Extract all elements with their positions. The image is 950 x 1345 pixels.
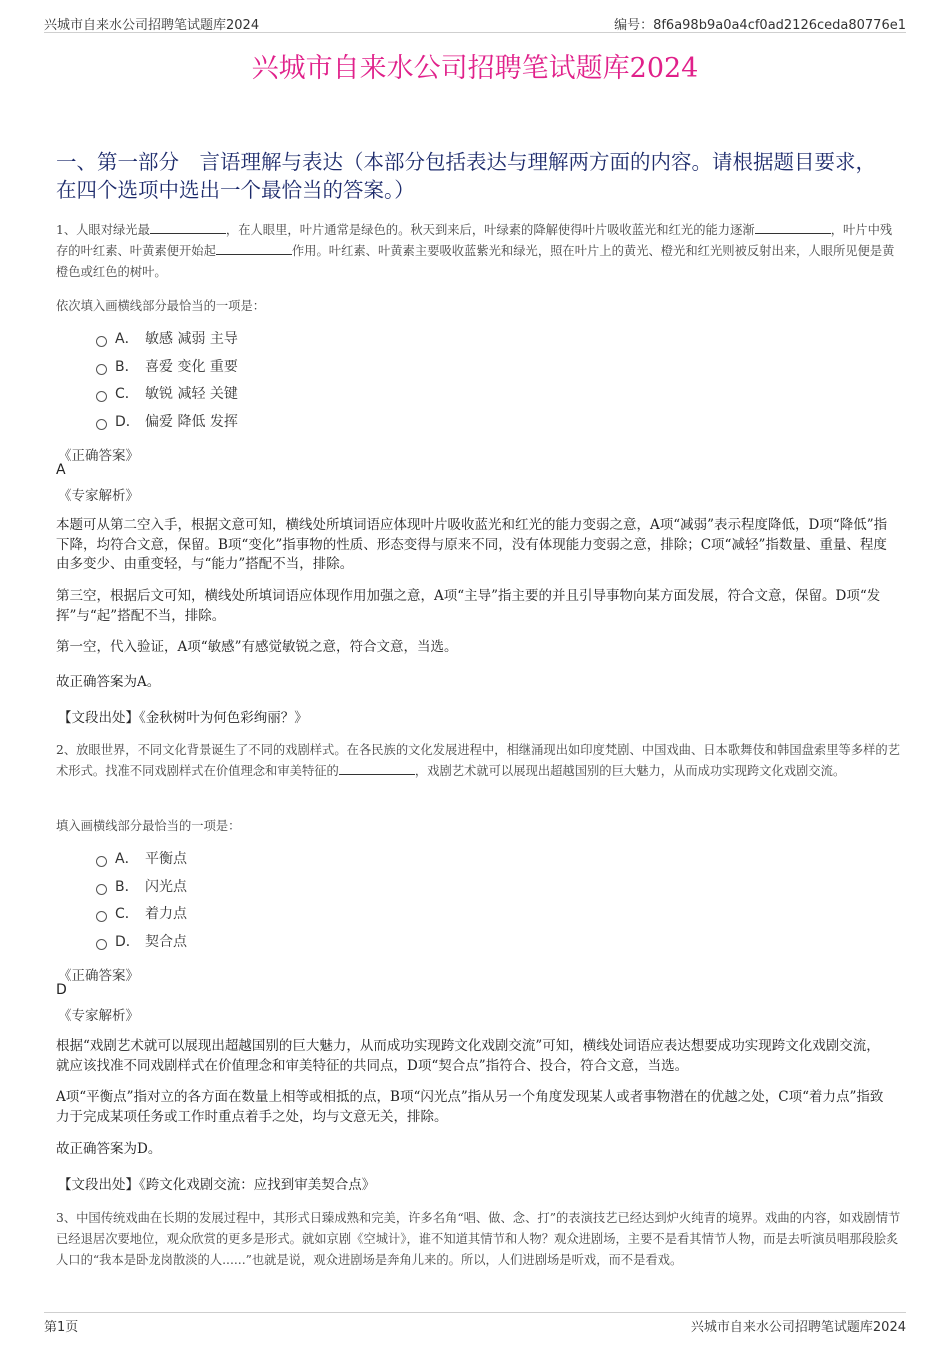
radio-icon[interactable] [96,336,107,347]
q2-analysis-paragraph: A项“平衡点”指对立的各方面在数量上相等或相抵的点，B项“闪光点”指从另一个角度发现某人或者事物潜在的优越之处，C项“着力点”指致力于完成某项任务或工作时重点着手之处，均与文意无关，排除。 [56,1089,884,1125]
q2-correct-answer-label: 《正确答案》 [58,968,139,984]
page-footer [44,1312,906,1335]
q2-option-d[interactable] [96,932,187,952]
question-3-text: 3、中国传统戏曲在长期的发展过程中，其形式日臻成熟和完美，许多名角“唱、做、念、打”的表演技艺已经达到炉火纯青的境界。戏曲的内容，如戏剧情节已经退居次要地位，观众欣赏的更多是形式。就如京剧《空城计》，谁不知道其情节和人物？观众进剧场，主要不是看其情节人物，而是去听演员唱那段脍炙人口的“我本是卧龙岗散淡的人......”也就是说，观众进剧场是奔角儿来的。所以，人们进剧场是听戏，而不是看戏。 [56,1211,901,1267]
option-letter: D． [115,414,140,430]
q2-analysis-paragraph: 根据“戏剧艺术就可以展现出超越国别的巨大魅力，从而成功实现跨文化戏剧交流”可知，横线处词语应表达想要成功实现跨文化戏剧交流，就应该找准不同戏剧样式在价值理念和审美特征的共同点，D项“契合点”指符合、投合，符合文意，当选。 [56,1038,880,1074]
q1-instruction: 依次填入画横线部分最恰当的一项是： [56,299,266,313]
option-text: 偏爱 降低 发挥 [145,414,238,430]
q2-instruction: 填入画横线部分最恰当的一项是： [56,819,241,833]
option-letter: B． [115,359,139,375]
option-letter: B． [115,879,139,895]
q1-source: 【文段出处】《金秋树叶为何色彩绚丽？》 [58,710,308,726]
page-number: 第1页 [44,1320,79,1335]
header-doc-id: 编号：8f6a98b9a0a4cf0ad2126ceda80776e1 [614,18,906,33]
option-letter: A． [115,331,139,347]
option-text: 喜爱 变化 重要 [145,359,238,375]
question-1-text [56,220,902,283]
q2-text-part: ，戏剧艺术就可以展现出超越国别的巨大魅力，从而成功实现跨文化戏剧交流。 [414,764,846,778]
q1-answer: A [56,462,66,478]
q1-option-b[interactable] [96,357,238,377]
fill-blank [339,762,415,775]
option-text: 契合点 [145,934,187,950]
q1-text-part: 作用。叶红素、叶黄素主要吸收蓝紫光和绿光，照在叶片上的黄光、橙光和红光则被反射出来，人眼所见便是黄橙色或红色的树叶。 [56,244,895,279]
option-text: 闪光点 [145,879,187,895]
q1-text-part: ，在人眼里，叶片通常是绿色的。秋天到来后，叶绿素的降解使得叶片吸收蓝光和红光的能力逐渐 [225,223,755,237]
q2-option-b[interactable] [96,877,187,897]
section-heading: 一、第一部分 言语理解与表达（本部分包括表达与理解两方面的内容。请根据题目要求，在四个选项中选出一个最恰当的答案。） [56,150,876,202]
q2-text-part: 2、放眼世界，不同文化背景诞生了不同的戏剧样式。在各民族的文化发展进程中，相继涌现出如印度梵剧、中国戏曲、日本歌舞伎和韩国盘索里等多样的艺术形式。找准不同戏剧样式在价值理念和审美特征的 [56,743,901,778]
radio-icon[interactable] [96,391,107,402]
q1-text-part: 1、人眼对绿光最 [56,223,150,237]
q2-option-a[interactable] [96,849,187,869]
option-text: 着力点 [145,906,187,922]
page-header [44,12,906,33]
option-letter: D． [115,934,140,950]
radio-icon[interactable] [96,419,107,430]
radio-icon[interactable] [96,884,107,895]
q1-expert-analysis-label: 《专家解析》 [58,488,139,504]
fill-blank [150,221,226,234]
radio-icon[interactable] [96,364,107,375]
header-doc-name: 兴城市自来水公司招聘笔试题库2024 [44,18,260,33]
q1-analysis-paragraph: 本题可从第二空入手，根据文意可知，横线处所填词语应体现叶片吸收蓝光和红光的能力变弱之意，A项“减弱”表示程度降低，D项“降低”指下降，均符合文意，保留。B项“变化”指事物的性质、形态变得与原来不同，没有体现能力变弱之意，排除；C项“减轻”指数量、重量、程度由多变少、由重变轻，与“能力”搭配不当，排除。 [56,517,888,572]
q2-source: 【文段出处】《跨文化戏剧交流：应找到审美契合点》 [58,1177,376,1193]
q2-expert-analysis-label: 《专家解析》 [58,1008,139,1024]
fill-blank [755,221,831,234]
q1-analysis-paragraph: 第三空，根据后文可知，横线处所填词语应体现作用加强之意，A项“主导”指主要的并且引导事物向某方面发展，符合文意，保留。D项“发挥”与“起”搭配不当，排除。 [56,588,881,624]
q1-option-d[interactable] [96,412,238,432]
radio-icon[interactable] [96,856,107,867]
radio-icon[interactable] [96,939,107,950]
footer-doc-name: 兴城市自来水公司招聘笔试题库2024 [690,1320,906,1335]
option-text: 平衡点 [145,851,187,867]
q1-text-part: ，叶片中残存的叶红素、叶黄素便开始起 [56,223,893,258]
question-2-text [56,740,902,782]
option-letter: C． [115,386,139,402]
radio-icon[interactable] [96,911,107,922]
option-text: 敏锐 减轻 关键 [145,386,238,402]
q1-analysis-paragraph: 故正确答案为A。 [56,674,161,690]
fill-blank [216,242,292,255]
q1-correct-answer-label: 《正确答案》 [58,448,139,464]
q1-option-a[interactable] [96,329,238,349]
q1-option-c[interactable] [96,384,238,404]
q2-option-c[interactable] [96,904,187,924]
option-letter: A． [115,851,139,867]
q2-analysis-paragraph: 故正确答案为D。 [56,1141,162,1157]
option-letter: C． [115,906,139,922]
option-text: 敏感 减弱 主导 [145,331,238,347]
document-title: 兴城市自来水公司招聘笔试题库2024 [251,53,699,84]
q1-analysis-paragraph: 第一空，代入验证，A项“敏感”有感觉敏锐之意，符合文意，当选。 [56,639,458,655]
q2-answer: D [56,982,67,998]
